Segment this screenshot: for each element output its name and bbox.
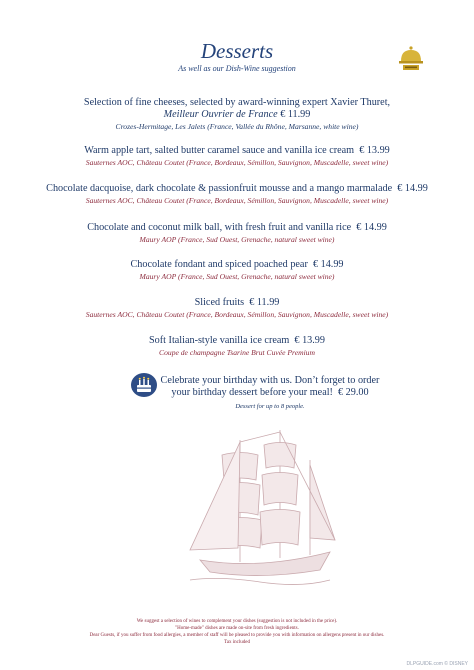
dish-price: € 14.99 xyxy=(356,222,387,233)
page-subtitle: As well as our Dish-Wine suggestion xyxy=(178,64,296,73)
dish-name: Chocolate and coconut milk ball, with fresh fruit and vanilla rice xyxy=(87,222,352,233)
cloche-icon xyxy=(398,44,424,72)
birthday-offer xyxy=(150,375,390,399)
sailing-ship-icon xyxy=(180,420,340,590)
page-title: Desserts xyxy=(200,39,274,63)
footer-line-2: "Home-made" dishes are made on-site from fresh ingredients. xyxy=(175,626,299,631)
footer-line-4: Tax included xyxy=(224,640,250,645)
dish-name: Chocolate dacquoise, dark chocolate & passionfruit mousse and a mango marmalade xyxy=(46,183,393,194)
dish-price: € 14.99 xyxy=(397,183,428,194)
wine-suggestion: Coupe de champagne Tsarine Brut Cuvée Premium xyxy=(159,348,315,357)
dish-price: € 14.99 xyxy=(312,259,344,270)
dish-price: € 13.99 xyxy=(359,145,390,156)
birthday-line-2: your birthday dessert before your meal! xyxy=(171,387,333,398)
footer-line-1: We suggest a selection of wines to complement your dishes (suggestion is not included in the price). xyxy=(136,619,338,624)
menu-item xyxy=(12,297,462,320)
source-credit: DLPGUIDE.com © DISNEY xyxy=(406,661,468,667)
wine-suggestion: Maury AOP (France, Sud Ouest, Grenache, natural sweet wine) xyxy=(139,272,335,281)
dish-price: € 11.99 xyxy=(249,297,280,308)
dish-name: Chocolate fondant and spiced poached pear xyxy=(130,259,308,270)
dish-price: € 13.99 xyxy=(294,335,325,346)
dish-name: Soft Italian-style vanilla ice cream xyxy=(149,335,290,346)
footer-notes xyxy=(0,618,474,646)
wine-suggestion: Sauternes AOC, Château Coutet (France, Bordeaux, Sémillon, Sauvignon, Muscadelle, sweet wine) xyxy=(85,196,389,205)
birthday-price: € 29.00 xyxy=(338,387,369,398)
menu-item xyxy=(12,222,462,245)
footer-line-3: Dear Guests, if you suffer from food allergies, a member of staff will be pleased to provide you with information on allergens present in our dishes. xyxy=(89,633,385,638)
menu-item xyxy=(12,183,462,206)
menu-item xyxy=(12,335,462,358)
dish-name: Warm apple tart, salted butter caramel sauce and vanilla ice cream xyxy=(84,145,355,156)
birthday-note: Dessert for up to 8 people. xyxy=(235,403,305,410)
wine-suggestion: Sauternes AOC, Château Coutet (France, Bordeaux, Sémillon, Sauvignon, Muscadelle, sweet wine) xyxy=(85,310,389,319)
dish-name: Selection of fine cheeses, selected by award-winning expert Xavier Thuret, xyxy=(83,97,391,108)
wine-suggestion: Crozes-Hermitage, Les Jalets (France, Vallée du Rhône, Marsanne, white wine) xyxy=(115,122,359,131)
dish-name: Sliced fruits xyxy=(194,297,245,308)
birthday-line-1: Celebrate your birthday with us. Don’t forget to order xyxy=(160,375,380,386)
menu-item xyxy=(12,97,462,132)
dish-name-line2: Meilleur Ouvrier de France xyxy=(163,109,278,120)
wine-suggestion: Maury AOP (France, Sud Ouest, Grenache, natural sweet wine) xyxy=(139,235,335,244)
menu-item xyxy=(12,145,462,168)
wine-suggestion: Sauternes AOC, Château Coutet (France, Bordeaux, Sémillon, Sauvignon, Muscadelle, sweet wine) xyxy=(85,158,389,167)
menu-item xyxy=(12,259,462,282)
dish-price: € 11.99 xyxy=(280,109,311,120)
